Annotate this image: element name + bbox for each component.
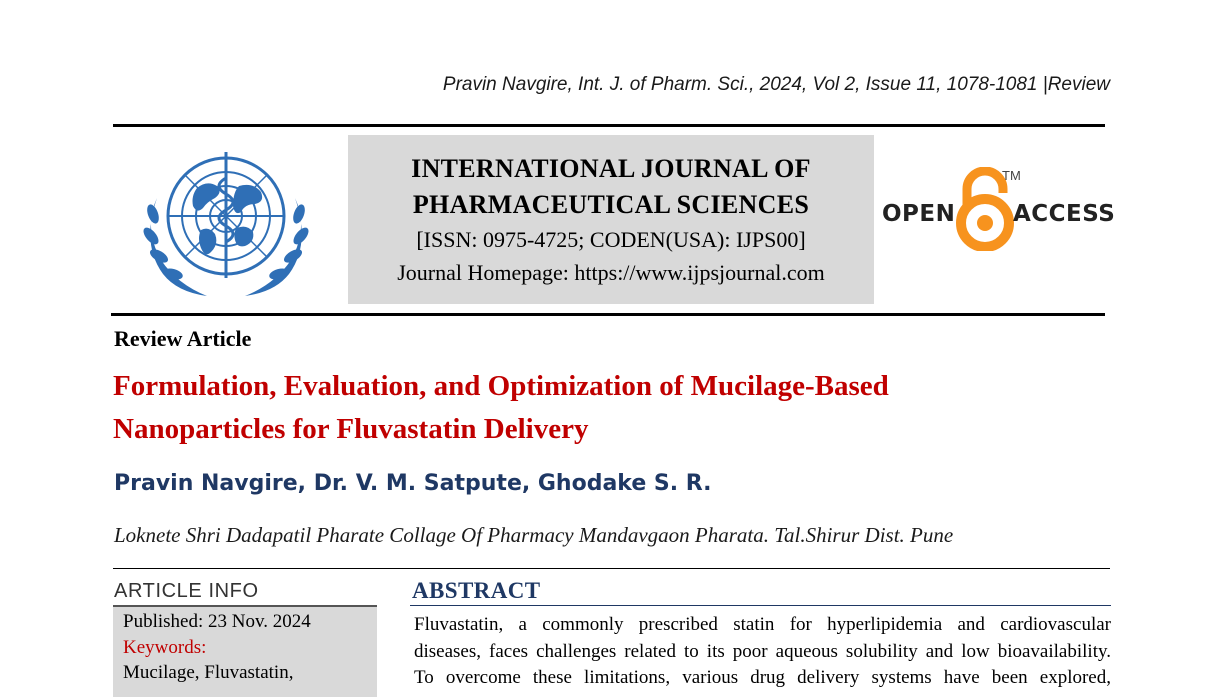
author-affiliation: Loknete Shri Dadapatil Pharate Collage Of Pharmacy Mandavgaon Pharata. Tal.Shirur Dist. Pune [114, 523, 954, 547]
article-title-line2: Nanoparticles for Fluvastatin Delivery [113, 413, 589, 445]
abstract-line: diseases, faces challenges related to its poor aqueous solubility and low bioavailability. [414, 640, 1111, 662]
keywords-label: Keywords: [123, 637, 207, 658]
journal-issn: [ISSN: 0975-4725; CODEN(USA): IJPS00] [416, 227, 806, 252]
section-divider [113, 568, 1110, 569]
journal-emblem-logo [127, 138, 325, 306]
journal-masthead [348, 135, 874, 304]
published-date: Published: 23 Nov. 2024 [123, 611, 311, 632]
journal-name-line2: PHARMACEUTICAL SCIENCES [412, 190, 810, 219]
open-access-logo [880, 165, 1116, 255]
article-title [113, 365, 1013, 451]
article-type-label: Review Article [114, 326, 252, 351]
abstract-heading: ABSTRACT [412, 578, 541, 603]
caduceus-globe-icon [127, 138, 325, 306]
open-access-open-text: OPEN [882, 201, 956, 227]
article-title-line1: Formulation, Evaluation, and Optimization of Mucilage-Based [113, 370, 889, 402]
abstract-line: Fluvastatin, a commonly prescribed statin for hyperlipidemia and cardiovascular [414, 614, 1111, 635]
masthead-bottom-rule [111, 313, 1105, 316]
article-info-heading: ARTICLE INFO [114, 580, 259, 602]
top-rule [113, 124, 1105, 127]
trademark-mark: TM [1002, 168, 1021, 183]
abstract-underline [410, 605, 1111, 606]
abstract-body [414, 612, 1111, 692]
keywords-value: Mucilage, Fluvastatin, [123, 662, 294, 683]
abstract-line: To overcome these limitations, various drug delivery systems have been explored, [414, 667, 1111, 688]
open-access-access-text: ACCESS [1013, 201, 1116, 227]
citation-header: Pravin Navgire, Int. J. of Pharm. Sci., 2024, Vol 2, Issue 11, 1078-1081 |Review [442, 74, 1110, 95]
author-list: Pravin Navgire, Dr. V. M. Satpute, Ghodake S. R. [114, 471, 712, 496]
journal-homepage: Journal Homepage: https://www.ijpsjournal.com [397, 260, 825, 285]
journal-name-line1: INTERNATIONAL JOURNAL OF [411, 154, 811, 183]
